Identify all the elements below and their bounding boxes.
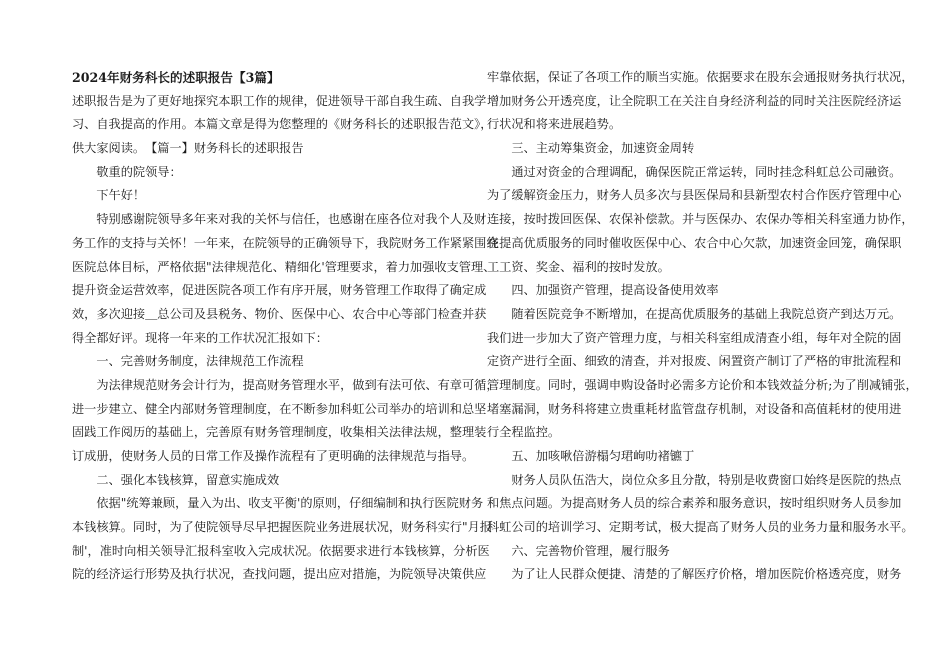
text-line: 堵塞漏洞，财务科将建立贵重耗材监管盘存机制，对设备和高值耗材的使用进 [487, 401, 902, 416]
text-line: 我们进一步加大了资产管理力度，与相关科室组成清查小组，每年对全院的固 [487, 330, 902, 345]
text-line: 供大家阅读。 【篇一】财务科长的述职报告 [72, 141, 304, 156]
text-line: 一、完善财务制度，法律规范工作流程 [72, 354, 304, 369]
text-line: 为法律规范财务会计行为，提高财务管理水平，做到有法可依、有章可循， [72, 377, 499, 392]
text-line: 为了缓解资金压力，财务人员多次与县医保局和县新型农村合作医疗管理中心 [487, 188, 902, 203]
text-line: 为了让人民群众便捷、清楚的了解医疗价格，增加医院价格透亮度，财务 [487, 567, 902, 582]
text-line: 敬重的院领导： [72, 164, 182, 179]
text-line: 财务人员队伍浩大，岗位众多且分散，特别是收费窗口始终是医院的热点 [487, 472, 902, 487]
text-line: 务工作的支持与关怀！一年来，在院领导的正确领导下，我院财务工作紧紧围绕 [72, 235, 499, 250]
text-line: 工工资、奖金、福利的按时发放。 [487, 259, 670, 274]
text-line: 科虹公司的培训学习、定期考试，极大提高了财务人员的业务力量和服务水平。 [487, 520, 914, 535]
text-line: 三、主动筹集资金，加速资金周转 [487, 141, 695, 156]
text-line: 行全程监控。 [487, 425, 561, 440]
text-line: 效，多次迎接＿总公司及县税务、物价、医保中心、农合中心等部门检查并获 [72, 306, 487, 321]
right-column [487, 66, 918, 587]
text-line: 制'，准时向相关领导汇报科室收入完成状况。依据要求进行本钱核算，分析医 [72, 543, 490, 558]
text-line: 通过对资金的合理调配，确保医院正常运转，同时挂念科虹总公司融资。 [487, 164, 902, 179]
text-line: 固践工作阅历的基础上，完善原有财务管理制度，收集相关法律法规，整理装 [72, 425, 487, 440]
text-line: 牢靠依据，保证了各项工作的顺当实施。依据要求在股东会通报财务执行状况， [487, 70, 914, 84]
text-line: 习、自我提高的作用。本篇文章是得为您整理的《财务科长的述职报告范文》， [72, 117, 493, 132]
text-line: 特别感谢院领导多年来对我的关怀与信任，也感谢在座各位对我个人及财 [72, 212, 487, 227]
left-column [72, 66, 499, 587]
text-line: 本钱核算。同时，为了使院领导尽早把握医院业务进展状况，财务科实行"月报 [72, 520, 492, 535]
text-line: 和焦点问题。为提高财务人员的综合素养和服务意识，按时组织财务人员参加 [487, 496, 902, 511]
text-line: 院的经济运行形势及执行状况，查找问题，提出应对措施，为院领导决策供应 [72, 567, 487, 582]
text-line: 在提高优质服务的同时催收医保中心、农合中心欠款，加速资金回笼，确保职 [487, 235, 902, 250]
text-line: 行状况和将来进展趋势。 [487, 117, 622, 132]
text-line: 增加财务公开透亮度，让全院职工在关注自身经济利益的同时关注医院经济运 [487, 93, 902, 108]
text-line: 定资产进行全面、细致的清查，并对报废、闲置资产制订了严格的审批流程和 [487, 354, 902, 369]
text-line: 医院总体目标，严格依据"法律规范化、精细化'管理要求，着力加强收支管理、 [72, 259, 496, 274]
text-line: 下午好！ [72, 188, 146, 203]
text-line: 订成册，使财务人员的日常工作及操作流程有了更明确的法律规范与指导。 [72, 449, 475, 463]
text-line: 得全都好评。现将一年来的工作状况汇报如下： [72, 330, 328, 345]
text-line: 提升资金运营效率，促进医院各项工作有序开展，财务管理工作取得了确定成 [72, 283, 487, 298]
text-line: 连接，按时拨回医保、农保补偿款。并与医保办、农保办等相关科室通力协作， [487, 212, 914, 227]
document-title: 2024年财务科长的述职报告【3篇】 [72, 70, 280, 85]
text-line: 四、加强资产管理，提高设备使用效率 [487, 283, 719, 298]
text-line: 五、加咳啾倍游榻匀珺岣叻褚镳丁 [487, 449, 695, 463]
text-line: 进一步建立、健全内部财务管理制度，在不断参加科虹公司举办的培训和总坚 [72, 401, 487, 416]
text-line: 六、完善物价管理，履行服务 [487, 543, 670, 558]
text-line: 二、强化本钱核算，留意实施成效 [72, 472, 280, 487]
text-line: 管理制度。同时，强调申购设备时必需多方论价和本钱效益分析;为了削减铺张， [487, 377, 918, 392]
text-line: 随着医院竞争不断增加，在提高优质服务的基础上我院总资产到达万元。 [487, 306, 902, 321]
text-line: 依据"统筹兼顾，量入为出、收支平衡'的原则，仔细编制和执行医院财务 [72, 496, 484, 511]
text-line: 述职报告是为了更好地探究本职工作的规律，促进领导干部自我生疏、自我学 [72, 93, 487, 108]
